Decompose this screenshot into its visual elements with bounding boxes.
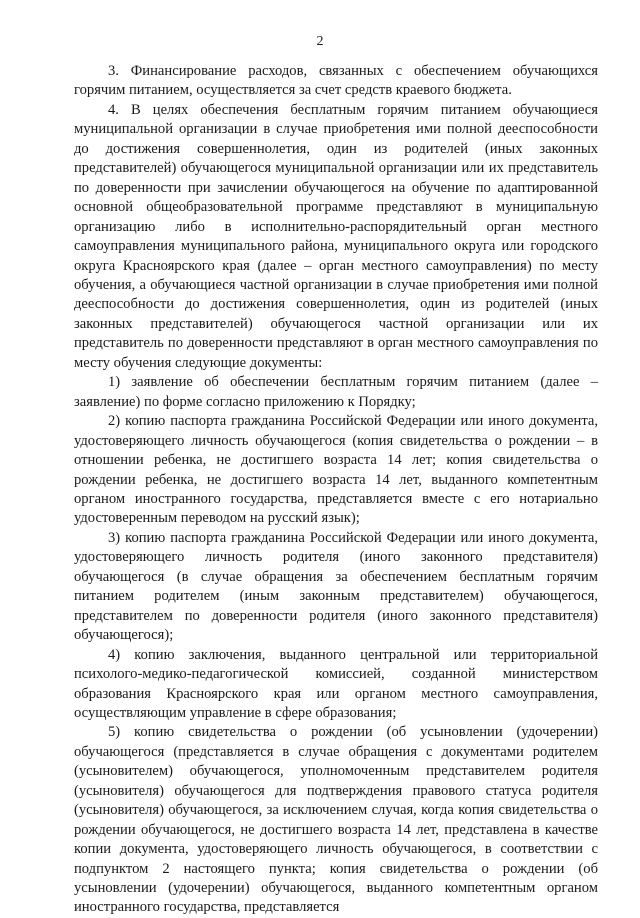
list-item-4-commission-conclusion: 4) копию заключения, выданного центральной или территориальной психолого-медико-педагогической комиссией, созданной министерством образования Красноярского края или органом местного самоуправления, осуществляющим управление в сфере образования; bbox=[74, 646, 598, 721]
paragraph-4-documents-intro: 4. В целях обеспечения бесплатным горячим питанием обучающиеся муниципальной организации в случае приобретения ими полной дееспособности до достижения совершеннолетия, один из родителей (иных законных представителей) обучающегося муниципальной организации или их представитель по доверенности при зачислении обучающегося на обучение по адаптированной основной общеобразовательной программе представляют в муниципальную организацию либо в исполнительно-распорядительный орган местного самоуправления муниципального района, муниципального округа или городского округа Красноярского края (далее – орган местного самоуправления) по месту обучения, а обучающиеся частной организации в случае приобретения ими полной дееспособности до достижения совершеннолетия, один из родителей (иных законных представителей) обучающегося частной организации или их представитель по доверенности представляют в орган местного самоуправления по месту обучения следующие документы: bbox=[74, 101, 598, 371]
list-item-3-parent-passport: 3) копию паспорта гражданина Российской Федерации или иного документа, удостоверяющего личность родителя (иного законного представителя) обучающегося (в случае обращения за обеспечением бесплатным горячим питанием родителем (иным законным представителем) обучающегося, представителем по доверенности родителя (иного законного представителя) обучающегося); bbox=[74, 529, 598, 644]
document-body bbox=[74, 62, 598, 918]
paragraph-3-financing: 3. Финансирование расходов, связанных с обеспечением обучающихся горячим питанием, осуществляется за счет средств краевого бюджета. bbox=[74, 63, 598, 99]
list-item-1-application: 1) заявление об обеспечении бесплатным горячим питанием (далее – заявление) по форме согласно приложению к Порядку; bbox=[74, 374, 598, 410]
list-item-2-student-passport: 2) копию паспорта гражданина Российской Федерации или иного документа, удостоверяющего личность обучающегося (копия свидетельства о рождении – в отношении ребенка, не достигшего возраста 14 лет; копия свидетельства о рождении ребенка, не достигшего возраста 14 лет, выданного компетентным органом иностранного государства, представляется вместе с его нотариально удостоверенным переводом на русский язык); bbox=[74, 413, 598, 527]
list-item-5-birth-certificate: 5) копию свидетельства о рождении (об усыновлении (удочерении) обучающегося (представляется в случае обращения с документами родителем (усыновителем) обучающегося, уполномоченным представителем родителя (усыновителя) обучающегося для подтверждения правового статуса родителя (усыновителя) обучающегося, за исключением случая, когда копия свидетельства о рождении обучающегося, не достигшего возраста 14 лет, представлена в качестве копии документа, удостоверяющего личность обучающегося, в соответствии с подпунктом 2 настоящего пункта; копия свидетельства о рождении (об усыновлении (удочерении) обучающегося, выданного компетентным органом иностранного государства, представляется bbox=[74, 724, 598, 916]
page-number: 2 bbox=[316, 34, 324, 49]
